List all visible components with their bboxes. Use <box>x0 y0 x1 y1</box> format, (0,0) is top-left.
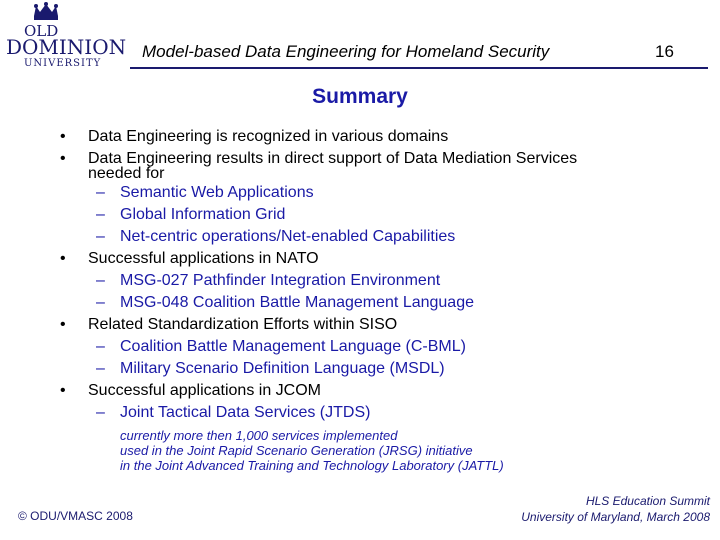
bullet-text: Successful applications in JCOM <box>88 382 321 399</box>
sub-bullet-text: Coalition Battle Management Language (C-BML) <box>120 338 466 355</box>
bullet-icon: • <box>60 250 66 267</box>
sub-bullet-item <box>60 270 710 292</box>
logo-old: OLD <box>24 22 59 40</box>
sub-bullet-text: Semantic Web Applications <box>120 184 314 201</box>
bullet-item <box>60 126 710 148</box>
sub-bullet-item <box>60 226 710 248</box>
header-rule <box>130 67 708 69</box>
note-line: currently more then 1,000 services implemented <box>120 428 398 443</box>
bullet-item <box>60 314 710 336</box>
sub-bullet-item <box>60 182 710 204</box>
footer-event-location: University of Maryland, March 2008 <box>521 510 710 524</box>
bullet-text: Related Standardization Efforts within SISO <box>88 316 398 333</box>
sub-bullet-item <box>60 358 710 380</box>
bullet-icon: • <box>60 382 66 399</box>
bullet-text: Successful applications in NATO <box>88 250 319 267</box>
footer-copyright: © ODU/VMASC 2008 <box>18 509 133 523</box>
dash-icon: – <box>96 184 105 201</box>
sub-bullet-item <box>60 402 710 424</box>
dash-icon: – <box>96 360 105 377</box>
footer-event-name: HLS Education Summit <box>585 494 710 508</box>
sub-bullet-text: Global Information Grid <box>120 206 286 223</box>
university-logo <box>4 2 128 70</box>
sub-bullet-text: MSG-048 Coalition Battle Management Language <box>120 294 474 311</box>
dash-icon: – <box>96 404 105 421</box>
dash-icon: – <box>96 272 105 289</box>
dash-icon: – <box>96 294 105 311</box>
sub-bullet-item <box>60 292 710 314</box>
slide-number: 16 <box>655 42 674 61</box>
slide-title: Summary <box>312 85 408 108</box>
sub-bullet-item <box>60 336 710 358</box>
dash-icon: – <box>96 338 105 355</box>
bullet-icon: • <box>60 128 66 145</box>
bullet-item <box>60 380 710 402</box>
logo-university: UNIVERSITY <box>24 58 102 69</box>
sub-bullet-item <box>60 204 710 226</box>
bullet-item <box>60 248 710 270</box>
dash-icon: – <box>96 206 105 223</box>
sub-bullet-text: Net-centric operations/Net-enabled Capabilities <box>120 228 456 245</box>
footer-event <box>521 493 710 525</box>
note-line: used in the Joint Rapid Scenario Generation (JRSG) initiative <box>120 443 473 458</box>
dash-icon: – <box>96 228 105 245</box>
sub-bullet-text: Joint Tactical Data Services (JTDS) <box>120 404 371 421</box>
crown-icon <box>4 2 128 70</box>
sub-bullet-text: Military Scenario Definition Language (MSDL) <box>120 360 445 377</box>
bullet-icon: • <box>60 150 66 167</box>
bullet-text: Data Engineering is recognized in various domains <box>88 128 449 145</box>
sub-bullet-text: MSG-027 Pathfinder Integration Environment <box>120 272 441 289</box>
note-line: in the Joint Advanced Training and Technology Laboratory (JATTL) <box>120 458 504 473</box>
bullet-icon: • <box>60 316 66 333</box>
bullet-text: Data Engineering results in direct support of Data Mediation Services <box>88 150 578 167</box>
notes <box>120 428 700 473</box>
header-title: Model-based Data Engineering for Homeland Security <box>142 42 550 61</box>
logo-dominion: DOMINION <box>6 35 127 59</box>
bullet-list <box>60 126 710 424</box>
bullet-continuation: needed for <box>88 165 165 182</box>
